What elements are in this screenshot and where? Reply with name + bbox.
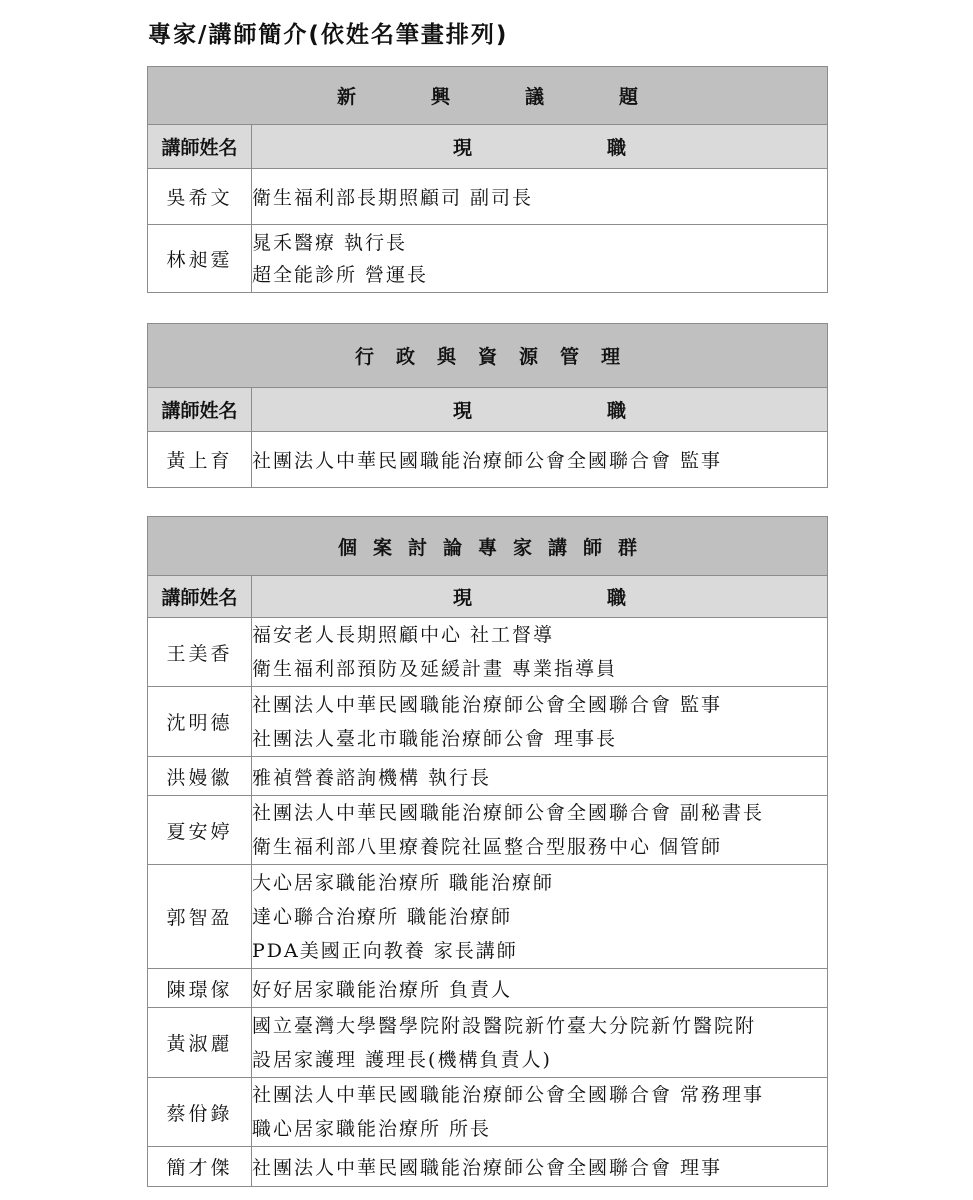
table-row	[148, 1147, 828, 1187]
position-line: 雅禎營養諮詢機構 執行長	[252, 766, 492, 789]
column-header-name: 講師姓名	[148, 388, 252, 432]
speaker-name: 王美香	[148, 618, 252, 687]
speaker-position	[252, 865, 828, 969]
position-line: 衛生福利部預防及延緩計畫 專業指導員	[252, 658, 618, 680]
speaker-name: 沈明德	[148, 687, 252, 757]
position-line: 設居家護理 護理長(機構負責人)	[252, 1048, 552, 1071]
speaker-position	[252, 796, 828, 865]
speaker-name: 黃淑麗	[148, 1008, 252, 1078]
column-header-position	[252, 388, 828, 432]
speaker-name: 郭智盈	[148, 865, 252, 969]
position-line: 大心居家職能治療所 職能治療師	[252, 871, 555, 894]
position-line: 超全能診所 營運長	[252, 263, 429, 286]
table-row	[148, 687, 828, 757]
position-line: 社團法人臺北市職能治療師公會 理事長	[252, 727, 618, 750]
column-header-name: 講師姓名	[148, 125, 252, 169]
speaker-name: 吳希文	[148, 169, 252, 225]
speaker-name: 林昶霆	[148, 225, 252, 293]
position-line: PDA美國正向教養 家長講師	[252, 939, 518, 962]
column-header-position-text: 現職	[453, 587, 762, 609]
speaker-position	[252, 432, 828, 488]
speaker-position	[252, 169, 828, 225]
speaker-position	[252, 969, 828, 1008]
column-header-position	[252, 125, 828, 169]
speaker-position	[252, 1008, 828, 1078]
section-heading	[148, 324, 828, 388]
position-line: 衛生福利部八里療養院社區整合型服務中心 個管師	[252, 836, 723, 858]
page-title: 專家/講師簡介(依姓名筆畫排列)	[148, 22, 509, 48]
table-row	[148, 432, 828, 488]
column-header-position	[252, 576, 828, 618]
position-line: 國立臺灣大學醫學院附設醫院新竹臺大分院新竹醫院附	[252, 1014, 757, 1037]
position-line: 社團法人中華民國職能治療師公會全國聯合會 副秘書長	[252, 802, 765, 824]
section-heading-text: 個案討論專家講師群	[338, 536, 654, 559]
table-row	[148, 969, 828, 1008]
column-header-position-text: 現職	[453, 137, 762, 159]
table-row	[148, 169, 828, 225]
table-row	[148, 1008, 828, 1078]
speaker-position	[252, 1078, 828, 1147]
table-row	[148, 757, 828, 796]
position-line: 社團法人中華民國職能治療師公會全國聯合會 理事	[252, 1157, 723, 1179]
speaker-name: 夏安婷	[148, 796, 252, 865]
speaker-name: 陳璟傢	[148, 969, 252, 1008]
section-heading-text: 新興議題	[337, 86, 714, 108]
position-line: 達心聯合治療所 職能治療師	[252, 905, 513, 928]
section-table-emerging-issues	[147, 66, 828, 293]
table-row	[148, 618, 828, 687]
position-line: 社團法人中華民國職能治療師公會全國聯合會 監事	[252, 693, 723, 716]
table-row	[148, 865, 828, 969]
speaker-name: 蔡佾錄	[148, 1078, 252, 1147]
position-line: 衛生福利部長期照顧司 副司長	[252, 187, 534, 209]
table-row	[148, 1078, 828, 1147]
speaker-position	[252, 687, 828, 757]
position-line: 社團法人中華民國職能治療師公會全國聯合會 常務理事	[252, 1084, 765, 1106]
section-heading-text: 行政與資源管理	[355, 346, 643, 368]
section-heading	[148, 517, 828, 576]
position-line: 職心居家職能治療所 所長	[252, 1118, 492, 1140]
speaker-position	[252, 1147, 828, 1187]
position-line: 福安老人長期照顧中心 社工督導	[252, 624, 555, 646]
position-line: 好好居家職能治療所 負責人	[252, 978, 513, 1001]
table-row	[148, 225, 828, 293]
speaker-position	[252, 757, 828, 796]
speaker-name: 洪嫚徽	[148, 757, 252, 796]
position-line: 晁禾醫療 執行長	[252, 231, 408, 254]
position-line: 社團法人中華民國職能治療師公會全國聯合會 監事	[252, 450, 723, 472]
column-header-name: 講師姓名	[148, 576, 252, 618]
speaker-position	[252, 618, 828, 687]
section-table-admin-resources	[147, 323, 828, 488]
table-row	[148, 796, 828, 865]
column-header-position-text: 現職	[453, 400, 762, 422]
section-table-case-discussion	[147, 516, 828, 1187]
speaker-position	[252, 225, 828, 293]
speaker-name: 簡才傑	[148, 1147, 252, 1187]
speaker-name: 黃上育	[148, 432, 252, 488]
section-heading	[148, 67, 828, 125]
